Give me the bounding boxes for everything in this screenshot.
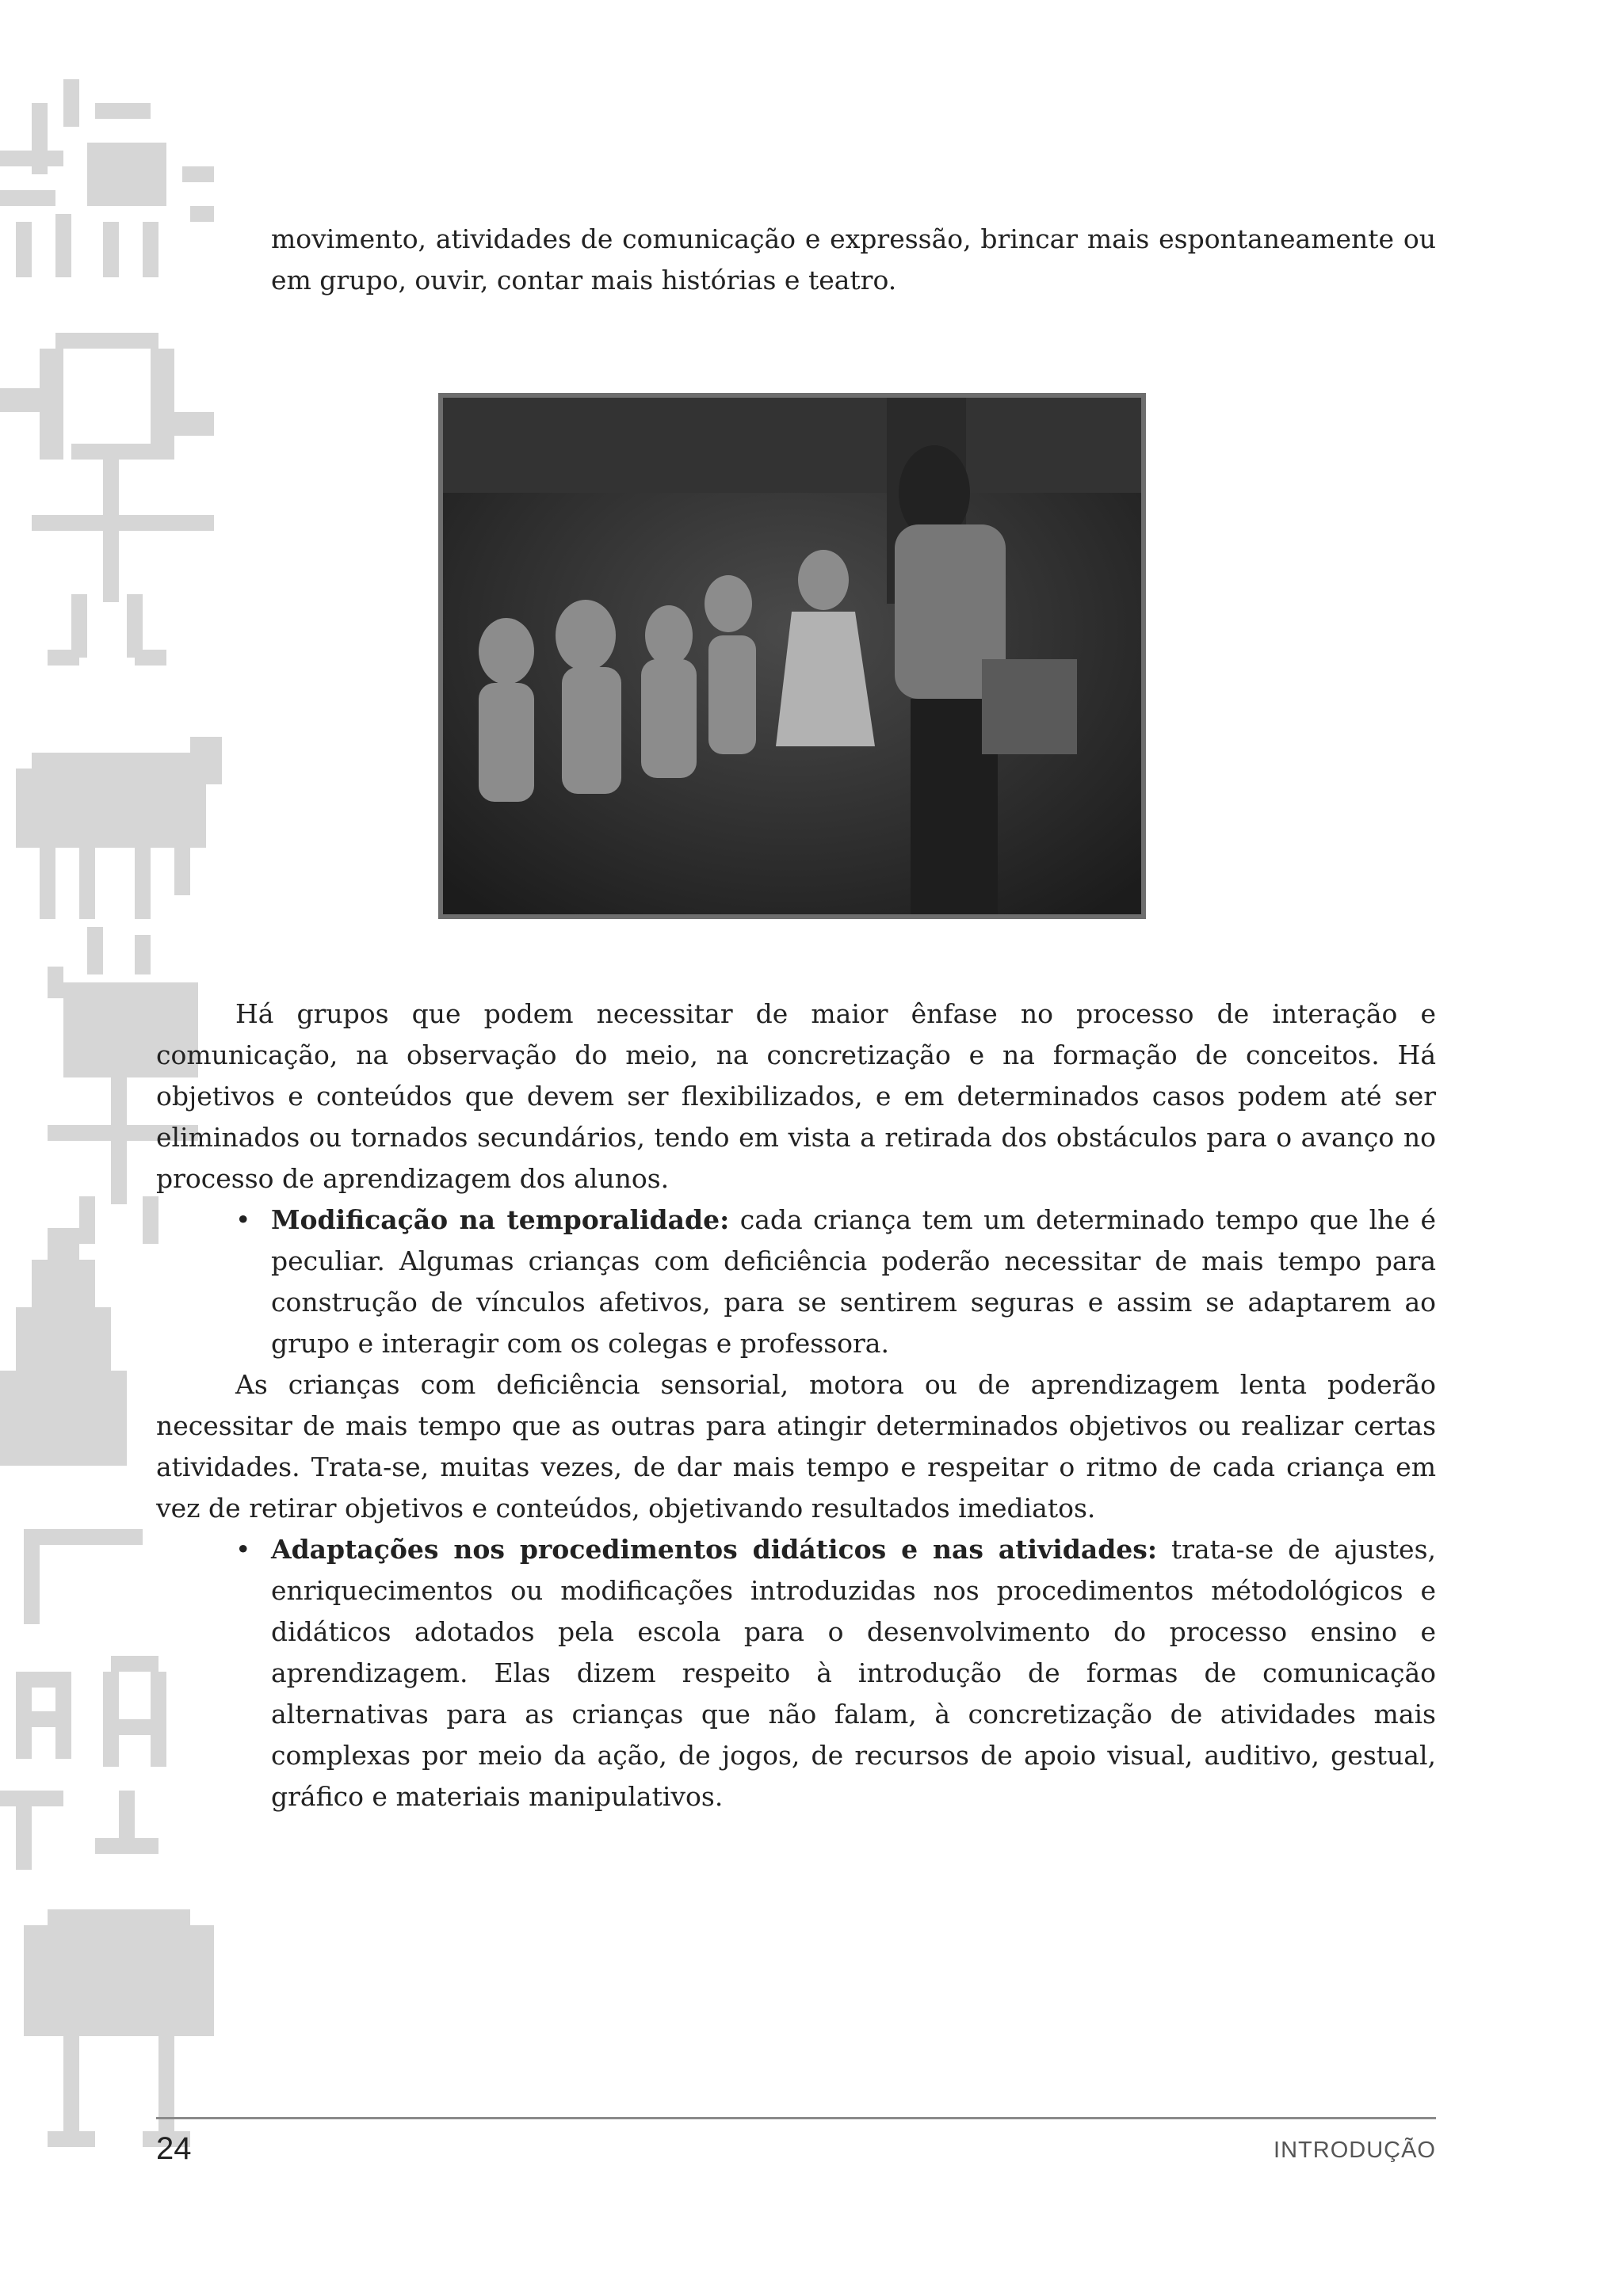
footer-section-label: INTRODUÇÃO: [1274, 2138, 1436, 2163]
intro-paragraph-text: movimento, atividades de comunicação e expressão, brincar mais espontaneamente ou em grupo, ouvir, contar mais histórias e teatro.: [271, 223, 1436, 296]
main-body-text: [156, 994, 1436, 1817]
bottom-face-figure-icon: [24, 1909, 214, 2147]
paragraph-sensorial: As crianças com deficiência sensorial, motora ou de aprendizagem lenta poderão necessitar de mais tempo que as outras para atingir determinados objetivos ou realizar certas atividades. Trata-se, muitas vezes, de dar mais tempo e respeitar o ritmo de cada criança em vez de retirar objetivos e conteúdos, objetivando resultados imediatos.: [156, 1369, 1436, 1524]
animal-figure-icon: [16, 737, 222, 919]
photo-image: [443, 398, 1141, 914]
house-figure-icon: [0, 1228, 143, 1624]
bullet-adaptacoes-text: trata-se de ajustes, enriquecimentos ou modificações introduzidas nos procedimentos métodológicos e didáticos adotados pela escola para o desenvolvimento do processo ensino e aprendizagem. Elas dizem respeito à introdução de formas de comunicação alternativas para as crianças que não falam, à concretização de atividades mais complexas por meio da ação, de jogos, de recursos de apoio visual, auditivo, gestual, gráfico e materiais manipulativos.: [271, 1534, 1436, 1812]
sun-figure-icon: [0, 79, 214, 277]
girl-figure-icon: [0, 333, 214, 666]
bullet-icon: •: [235, 1204, 251, 1235]
page-number: 24: [156, 2131, 192, 2166]
bullet-adaptacoes: [156, 1529, 1436, 1817]
bullet-icon: •: [235, 1534, 251, 1565]
bullet-temporalidade-title: Modificação na temporalidade:: [271, 1204, 730, 1235]
bullet-temporalidade-text: cada criança tem um determinado tempo que lhe é peculiar. Algumas crianças com deficiência poderão necessitar de mais tempo para construção de vínculos afetivos, para se sentirem seguras e assim se adaptarem ao grupo e interagir com os colegas e professora.: [271, 1204, 1436, 1359]
bullet-temporalidade: [156, 1199, 1436, 1364]
bullet-adaptacoes-title: Adaptações nos procedimentos didáticos e nas atividades:: [271, 1534, 1158, 1565]
letters-figure-icon: [0, 1656, 166, 1870]
children-classroom-photo: [438, 393, 1146, 919]
paragraph-groups: Há grupos que podem necessitar de maior ênfase no processo de interação e comunicação, na observação do meio, na concretização e na formação de conceitos. Há objetivos e conteúdos que devem ser flexibilizados, e em determinados casos podem até ser eliminados ou tornados secundários, tendo em vista a retirada dos obstáculos para o avanço no processo de aprendizagem dos alunos.: [156, 998, 1436, 1194]
intro-paragraph: [271, 219, 1436, 301]
footer-divider: [156, 2117, 1436, 2119]
